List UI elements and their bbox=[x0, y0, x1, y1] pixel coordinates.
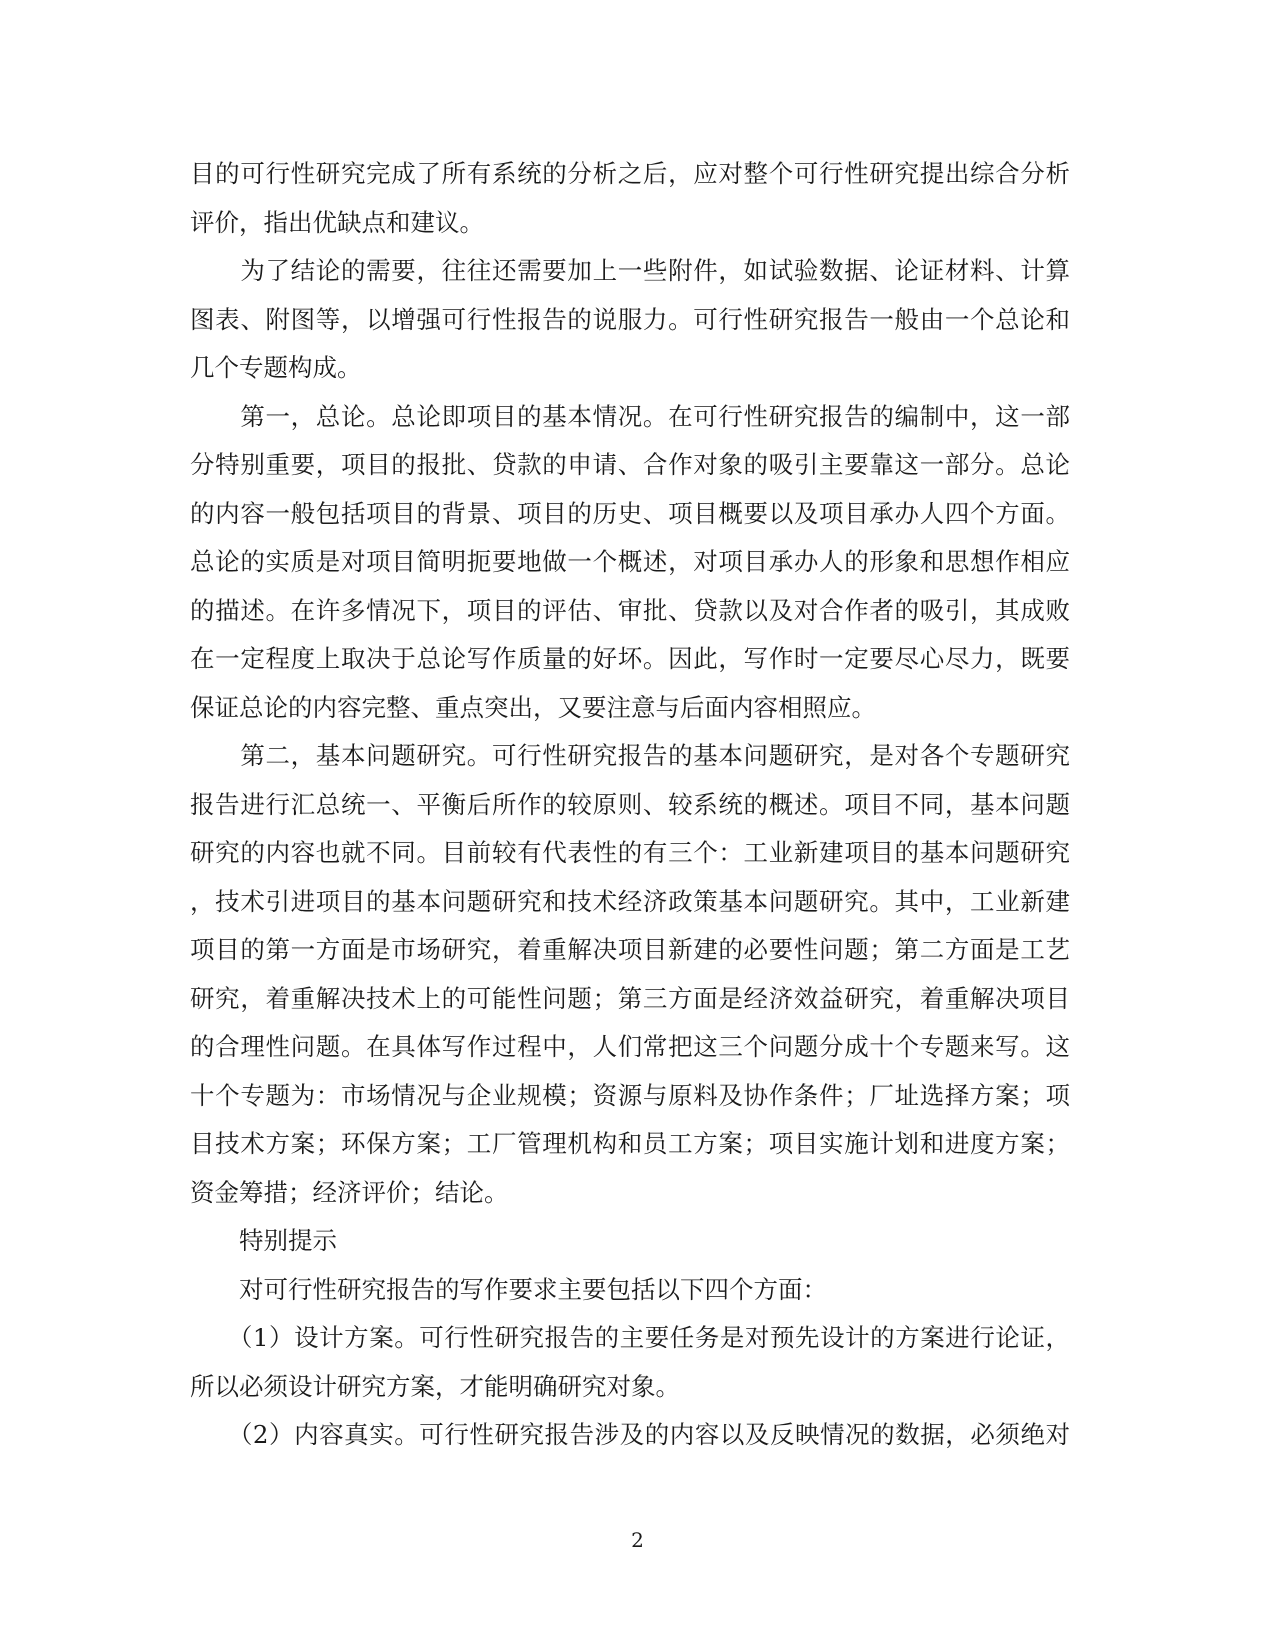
text-line: 的描述。在许多情况下，项目的评估、审批、贷款以及对合作者的吸引，其成败 bbox=[190, 595, 1070, 625]
text-line: 对可行性研究报告的写作要求主要包括以下四个方面： bbox=[190, 1274, 827, 1304]
text-line: 研究的内容也就不同。目前较有代表性的有三个：工业新建项目的基本问题研究 bbox=[190, 838, 1070, 867]
text-line: 总论的实质是对项目简明扼要地做一个概述，对项目承办人的形象和思想作相应 bbox=[190, 547, 1070, 576]
text-line: 在一定程度上取决于总论写作质量的好坏。因此，写作时一定要尽心尽力，既要 bbox=[190, 644, 1070, 673]
text-line: 所以必须设计研究方案，才能明确研究对象。 bbox=[190, 1371, 680, 1401]
body-text bbox=[190, 150, 1070, 1460]
text-line: 项目的第一方面是市场研究，着重解决项目新建的必要性问题；第二方面是工艺 bbox=[190, 935, 1070, 964]
text-line: 保证总论的内容完整、重点突出，又要注意与后面内容相照应。 bbox=[190, 692, 876, 722]
text-line: 分特别重要，项目的报批、贷款的申请、合作对象的吸引主要靠这一部分。总论 bbox=[190, 450, 1070, 479]
text-line: 评价，指出优缺点和建议。 bbox=[190, 207, 484, 237]
text-line: 第二，基本问题研究。可行性研究报告的基本问题研究，是对各个专题研究 bbox=[190, 741, 1070, 770]
page-number: 2 bbox=[631, 1528, 644, 1552]
text-line: 为了结论的需要，往往还需要加上一些附件，如试验数据、论证材料、计算 bbox=[190, 256, 1070, 285]
text-line: （1）设计方案。可行性研究报告的主要任务是对预先设计的方案进行论证， bbox=[190, 1323, 1070, 1352]
text-line: 的合理性问题。在具体写作过程中，人们常把这三个问题分成十个专题来写。这 bbox=[190, 1032, 1070, 1061]
text-line: 几个专题构成。 bbox=[190, 353, 362, 382]
text-line: 资金筹措；经济评价；结论。 bbox=[190, 1177, 509, 1207]
text-line: ，技术引进项目的基本问题研究和技术经济政策基本问题研究。其中，工业新建 bbox=[190, 886, 1070, 916]
text-line: 特别提示 bbox=[190, 1226, 337, 1255]
text-line: 目技术方案；环保方案；工厂管理机构和员工方案；项目实施计划和进度方案； bbox=[190, 1129, 1070, 1158]
text-line: 第一，总论。总论即项目的基本情况。在可行性研究报告的编制中，这一部 bbox=[190, 401, 1070, 431]
text-line: 目的可行性研究完成了所有系统的分析之后，应对整个可行性研究提出综合分析 bbox=[190, 159, 1070, 188]
text-line: 十个专题为：市场情况与企业规模；资源与原料及协作条件；厂址选择方案；项 bbox=[190, 1080, 1070, 1110]
text-line: 报告进行汇总统一、平衡后所作的较原则、较系统的概述。项目不同，基本问题 bbox=[190, 789, 1070, 819]
text-line: 的内容一般包括项目的背景、项目的历史、项目概要以及项目承办人四个方面。 bbox=[190, 498, 1070, 528]
text-line: （2）内容真实。可行性研究报告涉及的内容以及反映情况的数据，必须绝对 bbox=[190, 1420, 1070, 1449]
text-line: 研究，着重解决技术上的可能性问题；第三方面是经济效益研究，着重解决项目 bbox=[190, 983, 1070, 1013]
text-line: 图表、附图等，以增强可行性报告的说服力。可行性研究报告一般由一个总论和 bbox=[190, 304, 1070, 334]
